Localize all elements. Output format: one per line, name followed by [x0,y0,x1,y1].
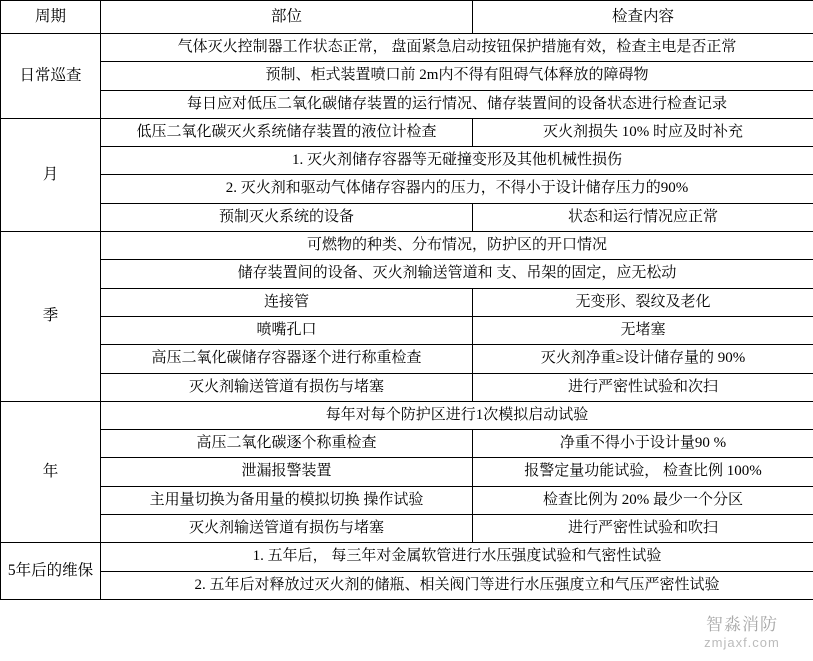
part-cell: 喷嘴孔口 [101,316,473,344]
table-row [1,175,813,203]
content-cell: 检查比例为 20% 最少一个分区 [473,486,813,514]
part-cell: 1. 灭火剂储存容器等无碰撞变形及其他机械性损伤 [101,147,813,175]
period-cell: 年 [1,401,101,542]
part-cell: 低压二氧化碳灭火系统储存装置的液位计检查 [101,118,473,146]
table-row [1,486,813,514]
part-cell: 2. 灭火剂和驱动气体储存容器内的压力，不得小于设计储存压力的90% [101,175,813,203]
table-row [1,34,813,62]
part-cell: 预制、柜式装置喷口前 2m内不得有阻碍气体释放的障碍物 [101,62,813,90]
part-cell: 2. 五年后对释放过灭火剂的储瓶、相关阀门等进行水压强度立和气压严密性试验 [101,571,813,599]
period-cell: 日常巡查 [1,34,101,119]
part-cell: 储存装置间的设备、灭火剂输送管道和 支、吊架的固定，应无松动 [101,260,813,288]
table-row [1,232,813,260]
part-cell: 灭火剂输送管道有损伤与堵塞 [101,373,473,401]
content-cell: 灭火剂净重≥设计储存量的 90% [473,345,813,373]
table-row [1,260,813,288]
part-cell: 高压二氧化碳逐个称重检查 [101,430,473,458]
table-row [1,571,813,599]
table-header-row [1,1,813,34]
table-row [1,373,813,401]
content-cell: 净重不得小于设计量90 % [473,430,813,458]
table-row [1,458,813,486]
content-cell: 进行严密性试验和次扫 [473,373,813,401]
period-cell: 季 [1,232,101,402]
table-row [1,62,813,90]
column-header-period: 周期 [1,1,101,34]
watermark [677,615,807,657]
column-header-content: 检查内容 [473,1,813,34]
content-cell: 无变形、裂纹及老化 [473,288,813,316]
part-cell: 灭火剂输送管道有损伤与堵塞 [101,515,473,543]
table-row [1,515,813,543]
watermark-brand: 智淼消防 [706,615,778,634]
period-cell: 月 [1,118,101,231]
part-cell: 每日应对低压二氧化碳储存装置的运行情况、储存装置间的设备状态进行检查记录 [101,90,813,118]
table-row [1,288,813,316]
table-row [1,345,813,373]
table-row [1,401,813,429]
watermark-domain: zmjaxf.com [704,635,780,650]
table-row [1,90,813,118]
part-cell: 泄漏报警装置 [101,458,473,486]
content-cell: 无堵塞 [473,316,813,344]
table-row [1,430,813,458]
part-cell: 主用量切换为备用量的模拟切换 操作试验 [101,486,473,514]
content-cell: 报警定量功能试验， 检查比例 100% [473,458,813,486]
part-cell: 预制灭火系统的设备 [101,203,473,231]
part-cell: 连接管 [101,288,473,316]
part-cell: 高压二氧化碳储存容器逐个进行称重检查 [101,345,473,373]
table-row [1,316,813,344]
table-row [1,203,813,231]
part-cell: 可燃物的种类、分布情况，防护区的开口情况 [101,232,813,260]
part-cell: 每年对每个防护区进行1次模拟启动试验 [101,401,813,429]
table-row [1,543,813,571]
table-row [1,147,813,175]
table-row [1,118,813,146]
content-cell: 进行严密性试验和吹扫 [473,515,813,543]
period-cell: 5年后的维保 [1,543,101,600]
part-cell: 1. 五年后， 每三年对金属软管进行水压强度试验和气密性试验 [101,543,813,571]
table-body [1,34,813,600]
content-cell: 灭火剂损失 10% 时应及时补充 [473,118,813,146]
column-header-part: 部位 [101,1,473,34]
content-cell: 状态和运行情况应正常 [473,203,813,231]
part-cell: 气体灭火控制器工作状态正常， 盘面紧急启动按钮保护措施有效，检查主电是否正常 [101,34,813,62]
